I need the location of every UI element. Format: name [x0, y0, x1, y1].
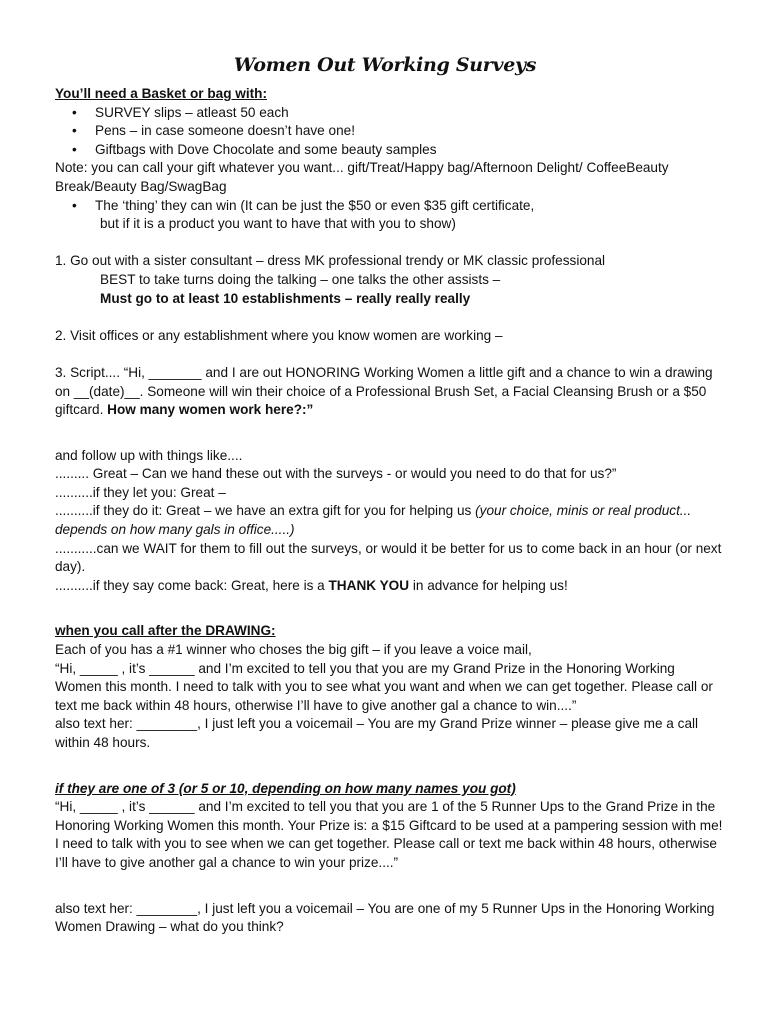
followup-line: ..........if they say come back: Great, here is a THANK YOU in advance for helping us!: [55, 577, 568, 593]
runnerups-script: “Hi, _____ , it’s ______ and I’m excited to tell you that you are 1 of the 5 Runner Ups to the Grand Prize in the Honoring Working Women this month. Your Prize is: a $15 Giftcard to be used at a pampering session with me! I need to talk with you to see when we can get together. Please call or text me back within 48 hours, otherwise I’ll have to give another gal a chance to win your prize....”: [55, 799, 723, 870]
list-item: • Giftbags with Dove Chocolate and some beauty samples: [55, 141, 725, 160]
step-1-must: Must go to at least 10 establishments – really really really: [100, 290, 471, 306]
supplies-list: [55, 104, 725, 160]
bullet-icon: •: [72, 141, 77, 157]
list-item: • SURVEY slips – atleast 50 each: [55, 104, 725, 123]
drawing-intro: Each of you has a #1 winner who choses the big gift – if you leave a voice mail,: [55, 642, 532, 658]
bullet-icon: •: [72, 104, 77, 120]
page-title: Women Out Working Surveys: [233, 54, 537, 76]
followup-line: ..........if they do it: Great – we have an extra gift for you for helping us (your choice, minis or real product... depends on how many gals in office.....): [55, 503, 692, 538]
document-body: [55, 85, 725, 937]
gift-note: Note: you can call your gift whatever you want... gift/Treat/Happy bag/Afternoon Delight/ CoffeeBeauty Break/Beauty Bag/SwagBag: [55, 160, 669, 194]
runnerups-text: also text her: ________, I just left you a voicemail – You are one of my 5 Runner Ups in the Honoring Working Women Drawing – what do you think?: [55, 900, 715, 935]
followup-line: ..........if they let you: Great –: [55, 484, 226, 500]
list-item: • Pens – in case someone doesn’t have one!: [55, 122, 725, 141]
grand-prize-text: also text her: ________, I just left you a voicemail – You are my Grand Prize winner – please give me a call within 48 hours.: [55, 716, 699, 750]
step-2: 2. Visit offices or any establishment where you know women are working –: [55, 327, 503, 343]
list-item: • The ‘thing’ they can win (It can be just the $50 or even $35 gift certificate,: [55, 197, 725, 216]
prize-list: [55, 197, 725, 216]
runnerups-heading: if they are one of 3 (or 5 or 10, depending on how many names you got): [55, 780, 516, 796]
step-3-script: 3. Script.... “Hi, _______ and I are out HONORING Working Women a little gift and a chance to win a drawing on __(date)__. Someone will win their choice of a Professional Brush Set, a Facial Cleansing Brush or a $50 giftcard. How many women work here?:”: [55, 364, 713, 418]
step-1: 1. Go out with a sister consultant – dress MK professional trendy or MK classic professional: [55, 253, 606, 269]
bullet-icon: •: [72, 197, 77, 213]
bullet-icon: •: [72, 123, 77, 139]
prize-note: but if it is a product you want to have that with you to show): [100, 216, 456, 232]
supplies-heading: You’ll need a Basket or bag with:: [55, 86, 267, 101]
followup-intro: and follow up with things like....: [55, 447, 243, 463]
followup-line: ...........can we WAIT for them to fill out the surveys, or would it be better for us to come back in an hour (or next day).: [55, 540, 722, 575]
grand-prize-script: “Hi, _____ , it’s ______ and I’m excited to tell you that you are my Grand Prize in the Honoring Working Women this month. I need to talk with you to see what you want and when we can get together. Please call or text me back within 48 hours, otherwise I’ll have to give another gal a chance to win....”: [55, 660, 713, 713]
drawing-heading: when you call after the DRAWING:: [55, 623, 276, 639]
followup-line: ......... Great – Can we hand these out with the surveys - or would you need to do that for us?”: [55, 466, 617, 482]
step-1-best: BEST to take turns doing the talking – one talks the other assists –: [100, 271, 501, 287]
